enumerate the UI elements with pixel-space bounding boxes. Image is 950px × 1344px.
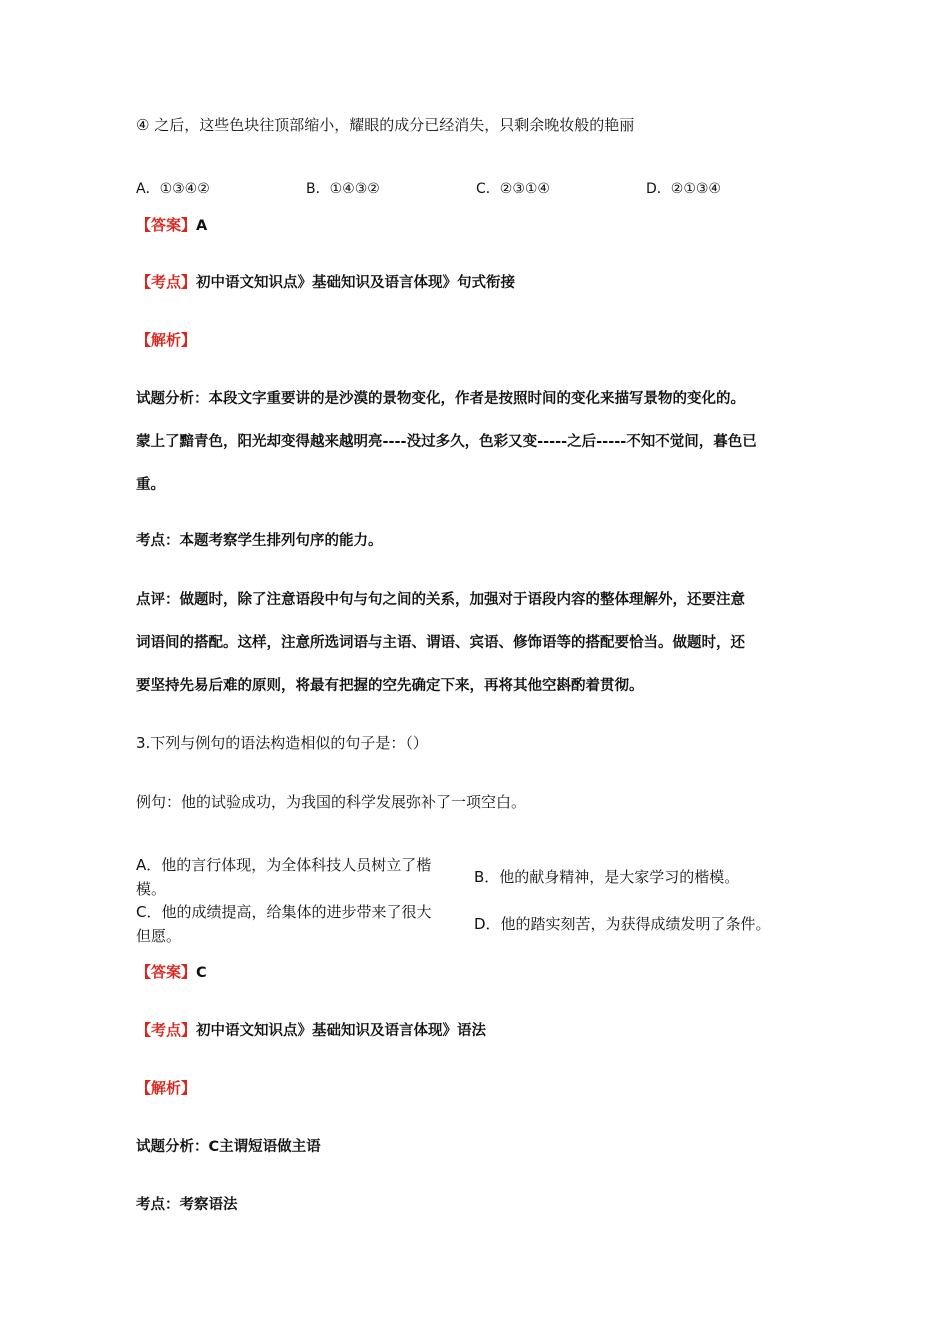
answer-tag-3: 【答案】 (136, 963, 197, 981)
analysis-line-1: 试题分析：本段文字重要讲的是沙漠的景物变化，作者是按照时间的变化来描写景物的变化的。 (136, 391, 745, 407)
example-sentence: 例句：他的试验成功，为我国的科学发展弥补了一项空白。 (136, 793, 527, 811)
option-d: D．②①③④ (646, 181, 721, 197)
question-3: 3.下列与例句的语法构造相似的句子是：（） (136, 734, 428, 752)
kaodian-row (136, 271, 515, 292)
option-a: A．①③④② (136, 181, 210, 197)
answer-value: A (196, 218, 208, 234)
option-3d: D．他的踏实刻苦，为获得成绩发明了条件。 (474, 915, 771, 933)
analysis-line-2: 蒙上了黯青色，阳光却变得越来越明亮----没过多久，色彩又变-----之后-----不知不觉间，暮色已 (136, 434, 757, 450)
answer-value-3: C (196, 965, 207, 981)
dianping-line-1: 点评：做题时，除了注意语段中句与句之间的关系，加强对于语段内容的整体理解外，还要注意 (136, 592, 745, 608)
answer-tag: 【答案】 (136, 216, 197, 234)
option-b: B．①④③② (306, 181, 380, 197)
option-3a (136, 853, 431, 901)
option-3c (136, 900, 431, 948)
answer-row-3 (136, 961, 207, 982)
option-3c-line-2: 但愿。 (136, 927, 182, 945)
kaodian-path-3: 初中语文知识点》基础知识及语言体现》语法 (196, 1023, 487, 1039)
dianping-line-3: 要坚持先易后难的原则，将最有把握的空先确定下来，再将其他空斟酌着贯彻。 (136, 678, 644, 694)
answer-row (136, 214, 207, 235)
option-3a-line-1: A．他的言行体现，为全体科技人员树立了楷 (136, 856, 432, 874)
kaodian-summary: 考点：本题考察学生排列句序的能力。 (136, 533, 383, 549)
option-3c-line-1: C．他的成绩提高，给集体的进步带来了很大 (136, 903, 432, 921)
kaodian-tag: 【考点】 (136, 273, 197, 291)
kaodian-path: 初中语文知识点》基础知识及语言体现》句式衔接 (196, 275, 516, 291)
dianping-line-2: 词语间的搭配。这样，注意所选词语与主语、谓语、宾语、修饰语等的搭配要恰当。做题时，还 (136, 635, 745, 651)
kaodian-tag-3: 【考点】 (136, 1021, 197, 1039)
sentence-4: ④ 之后，这些色块往顶部缩小，耀眼的成分已经消失，只剩余晚妆般的艳丽 (136, 116, 635, 134)
jiexi-tag-3: 【解析】 (136, 1079, 197, 1097)
kaodian-row-3 (136, 1019, 486, 1040)
analysis-3: 试题分析：C主谓短语做主语 (136, 1139, 321, 1155)
option-c: C．②③①④ (476, 181, 550, 197)
option-3a-line-2: 模。 (136, 880, 167, 898)
analysis-line-3: 重。 (136, 477, 165, 493)
option-3b: B．他的献身精神，是大家学习的楷模。 (474, 868, 740, 886)
jiexi-tag: 【解析】 (136, 331, 197, 349)
kaodian-summary-3: 考点：考察语法 (136, 1197, 238, 1213)
